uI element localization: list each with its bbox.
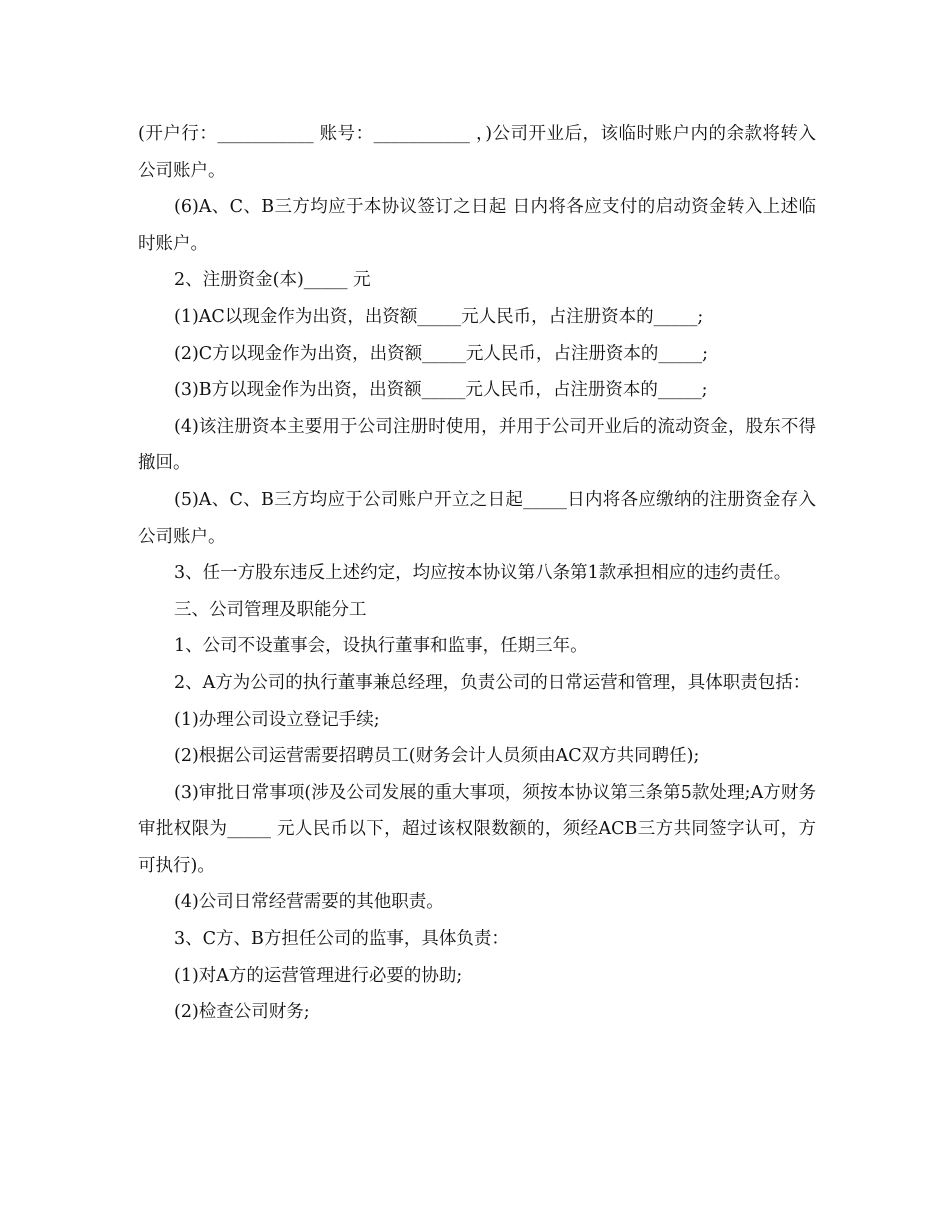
paragraph-6-startup-funds: (6)A、C、B三方均应于本协议签订之日起 日内将各应支付的启动资金转入上述临时账户。 <box>138 197 816 254</box>
paragraph-bank-account: (开户行：___________ 账号：___________ ，)公司开业后，该临时账户内的余款将转入公司账户。 <box>138 124 816 181</box>
paragraph-duty-4: (4)公司日常经营需要的其他职责。 <box>174 892 444 913</box>
paragraph-registered-capital: 2、注册资金(本)_____ 元 <box>174 270 371 291</box>
paragraph-duty-2: (2)根据公司运营需要招聘员工(财务会计人员须由AC双方共同聘任); <box>174 746 700 767</box>
paragraph-breach: 3、任一方股东违反上述约定，均应按本协议第八条第1款承担相应的违约责任。 <box>174 563 792 584</box>
paragraph-capital-3: (3)B方以现金作为出资，出资额_____元人民币，占注册资本的_____; <box>174 380 708 401</box>
document-body <box>138 116 816 1031</box>
paragraph-duty-3: (3)审批日常事项(涉及公司发展的重大事项，须按本协议第三条第5款处理;A方财务审批权限为_____ 元人民币以下，超过该权限数额的，须经ACB三方共同签字认可，方可执行)。 <box>138 782 816 876</box>
section-heading-management: 三、公司管理及职能分工 <box>174 599 367 620</box>
paragraph-supervisor-duty-2: (2)检查公司财务; <box>174 1002 310 1023</box>
paragraph-capital-2: (2)C方以现金作为出资，出资额_____元人民币，占注册资本的_____; <box>174 343 709 364</box>
paragraph-duty-1: (1)办理公司设立登记手续; <box>174 709 380 730</box>
paragraph-capital-5: (5)A、C、B三方均应于公司账户开立之日起_____日内将各应缴纳的注册资金存入公司账户。 <box>138 489 816 547</box>
paragraph-board: 1、公司不设董事会，设执行董事和监事，任期三年。 <box>174 636 588 657</box>
paragraph-capital-4: (4)该注册资本主要用于公司注册时使用，并用于公司开业后的流动资金，股东不得撤回。 <box>138 416 816 474</box>
paragraph-capital-1: (1)AC以现金作为出资，出资额_____元人民币，占注册资本的_____; <box>174 306 704 327</box>
paragraph-executive-director: 2、A方为公司的执行董事兼总经理，负责公司的日常运营和管理，具体职责包括： <box>174 672 811 693</box>
paragraph-supervisor-duty-1: (1)对A方的运营管理进行必要的协助; <box>174 965 463 986</box>
paragraph-supervisors: 3、C方、B方担任公司的监事，具体负责： <box>174 929 509 950</box>
